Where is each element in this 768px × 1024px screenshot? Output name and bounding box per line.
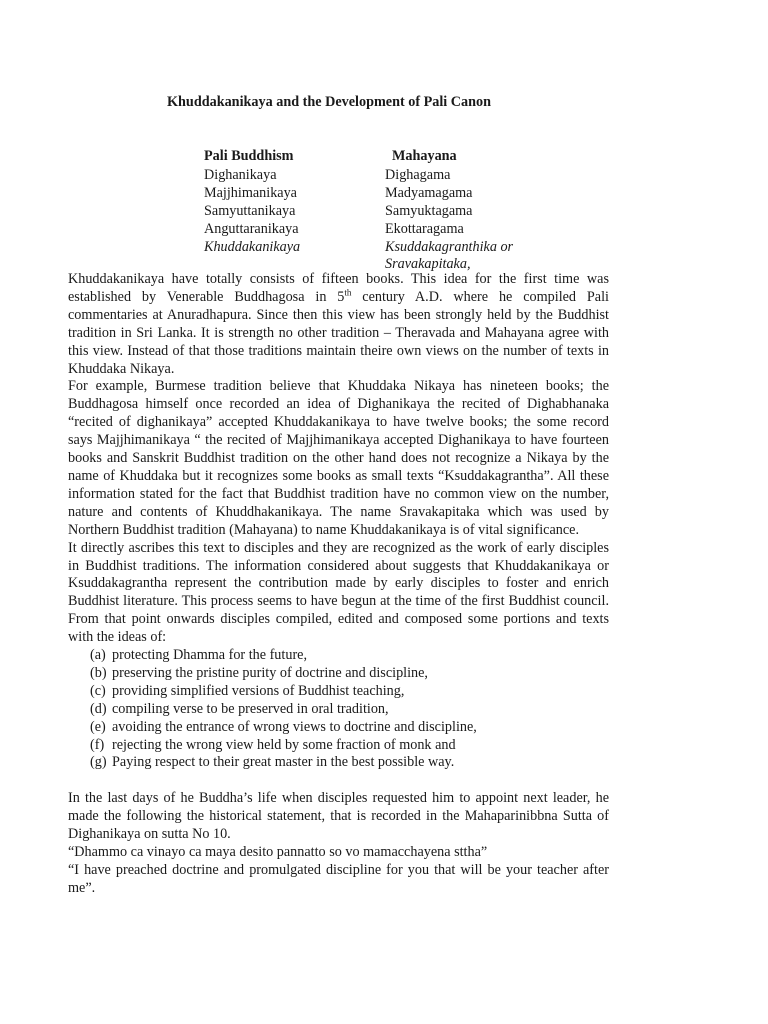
pali-row: Samyuttanikaya bbox=[204, 202, 296, 219]
ordinal-suffix: th bbox=[344, 287, 352, 298]
list-item bbox=[90, 719, 609, 737]
list-item bbox=[90, 647, 609, 665]
list-item-text: compiling verse to be preserved in oral tradition, bbox=[112, 700, 389, 717]
list-item bbox=[90, 754, 609, 772]
list-marker: (b) bbox=[90, 664, 107, 681]
ideas-list bbox=[90, 647, 609, 772]
mahayana-row: Sravakapitaka, bbox=[385, 256, 471, 273]
list-item-text: Paying respect to their great master in the best possible way. bbox=[112, 754, 455, 771]
paragraph-intro-part1: Khuddakanikaya have totally consists of fifteen books. This idea for the first time was established by Venerable Buddhagosa in 5 bbox=[68, 271, 609, 305]
list-item-text: rejecting the wrong view held by some fraction of monk and bbox=[112, 736, 456, 753]
list-item-text: preserving the pristine purity of doctrine and discipline, bbox=[112, 664, 428, 681]
pali-quote: “Dhammo ca vinayo ca maya desito pannatto so vo mamacchayena sttha” bbox=[68, 843, 488, 860]
list-item bbox=[90, 665, 609, 683]
list-marker: (c) bbox=[90, 682, 106, 699]
english-quote: “I have preached doctrine and promulgated discipline for you that will be your teacher after me”. bbox=[68, 861, 609, 896]
mahayana-row: Ksuddakagranthika or bbox=[385, 238, 514, 255]
paragraph-example: For example, Burmese tradition believe that Khuddaka Nikaya has nineteen books; the Buddhagosa himself once recorded an idea of Dighanikaya the recited of Dighabhanaka “recited of dighanikaya” accepted Khuddakanikaya to have twelve books; the some record says Majjhimanikaya “ the recited of Majjhimanikaya accepted Dighanikaya to have fourteen books and Sanskrit Buddhist tradition on the other hand does not recognize a Nikaya by the name of Khuddaka but it recognizes some books as small texts “Ksuddakagrantha”. All these information stated for the fact that Buddhist tradition have no common view on the number, nature and contents of Khuddhakanikaya. The name Sravakapitaka which was used by Northern Buddhist tradition (Mahayana) to name Khuddakanikaya is of vital significance. bbox=[68, 378, 609, 538]
list-marker: (e) bbox=[90, 718, 106, 735]
list-marker: (a) bbox=[90, 647, 106, 664]
list-item bbox=[90, 683, 609, 701]
list-item bbox=[90, 737, 609, 755]
paragraph-last-days: In the last days of he Buddha’s life when disciples requested him to appoint next leader, he made the following the historical statement, that is recorded in the Mahaparinibbna Sutta of Dighanikaya on sutta No 10. bbox=[68, 790, 609, 843]
pali-row: Anguttaranikaya bbox=[204, 220, 299, 237]
paragraph-gap bbox=[68, 772, 609, 790]
mahayana-header: Mahayana bbox=[392, 148, 457, 164]
list-item-text: protecting Dhamma for the future, bbox=[112, 647, 308, 664]
pali-buddhism-column bbox=[204, 148, 300, 256]
mahayana-row: Madyamagama bbox=[385, 184, 473, 201]
mahayana-row: Ekottaragama bbox=[385, 220, 464, 237]
paragraph-intro-part2: century A.D. where he compiled Pali commentaries at Anuradhapura. Since then this view has been strongly held by the Buddhist tradition in Sri Lanka. It is strength no other tradition – Theravada and Mahayana agree with this view. Instead of that those traditions maintain theire own views on the number of texts in Khuddaka Nikaya. bbox=[68, 288, 609, 377]
paragraph-disciples: It directly ascribes this text to disciples and they are recognized as the work of early disciples in Buddhist traditions. The information considered about suggests that Khuddakanikaya or Ksuddakagrantha represent the contribution made by early disciples to foster and enrich Buddhist literature. This process seems to have begun at the time of the first Buddhist council. From that point onwards disciples compiled, edited and composed some portions and texts with the ideas of: bbox=[68, 539, 609, 646]
pali-buddhism-header: Pali Buddhism bbox=[204, 148, 294, 164]
mahayana-row: Dighagama bbox=[385, 166, 451, 183]
list-marker: (d) bbox=[90, 700, 107, 717]
ideas-list-wrapper bbox=[68, 647, 609, 772]
pali-row: Khuddakanikaya bbox=[204, 238, 301, 255]
body-text bbox=[68, 271, 609, 898]
document-title: Khuddakanikaya and the Development of Pali Canon bbox=[167, 94, 492, 110]
mahayana-row: Samyuktagama bbox=[385, 202, 473, 219]
paragraph-intro bbox=[68, 271, 609, 378]
mahayana-column bbox=[385, 148, 513, 274]
list-marker: (f) bbox=[90, 736, 105, 753]
list-item bbox=[90, 701, 609, 719]
list-item-text: avoiding the entrance of wrong views to doctrine and discipline, bbox=[112, 718, 477, 735]
list-marker: (g) bbox=[90, 754, 107, 771]
pali-row: Dighanikaya bbox=[204, 166, 277, 183]
list-item-text: providing simplified versions of Buddhist teaching, bbox=[112, 682, 405, 699]
pali-row: Majjhimanikaya bbox=[204, 184, 297, 201]
